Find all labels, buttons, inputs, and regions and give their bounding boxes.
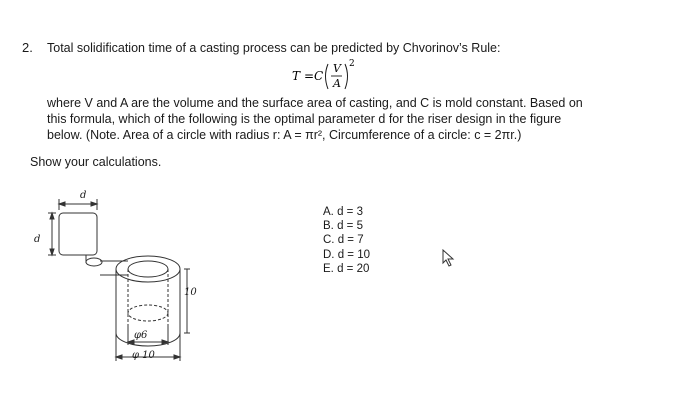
option-c[interactable]: C. d = 7 xyxy=(323,234,364,247)
option-d[interactable]: D. d = 10 xyxy=(323,248,370,261)
formula-exponent: 2 xyxy=(349,59,355,69)
chvorinov-formula xyxy=(290,56,380,98)
answer-options xyxy=(323,205,370,276)
dimension-d-side-label: d xyxy=(34,234,41,245)
formula-numerator: V xyxy=(333,62,341,75)
dimension-d-top-label: d xyxy=(80,190,87,201)
mouse-pointer-icon xyxy=(441,249,455,267)
formula-constant: C xyxy=(314,69,324,83)
show-calculations-text: Show your calculations. xyxy=(30,155,162,169)
outer-diameter-label: φ 10 xyxy=(132,350,155,361)
formula-equals: = xyxy=(304,69,315,83)
inner-diameter-label: φ6 xyxy=(134,330,148,341)
option-a[interactable]: A. d = 3 xyxy=(323,206,363,218)
formula-denominator: A xyxy=(333,77,341,90)
question-number: 2. xyxy=(22,40,33,55)
option-e[interactable]: E. d = 20 xyxy=(323,262,370,275)
riser-casting-figure xyxy=(28,185,208,365)
formula-lhs: T xyxy=(292,69,301,83)
question-text-line-1: Total solidification time of a casting process can be predicted by Chvorinov’s Rule: xyxy=(47,41,501,55)
question-text-line-3: this formula, which of the following is the optimal parameter d for the riser design in the figure xyxy=(47,112,562,126)
question-text-line-4: below. (Note. Area of a circle with radius r: A = πr², Circumference of a circle: c = 2πr.) xyxy=(47,128,522,142)
question-text-line-2: where V and A are the volume and the surface area of casting, and C is mold constant. Based on xyxy=(47,96,583,110)
height-label: 10 xyxy=(184,287,197,298)
option-b[interactable]: B. d = 5 xyxy=(323,220,363,233)
